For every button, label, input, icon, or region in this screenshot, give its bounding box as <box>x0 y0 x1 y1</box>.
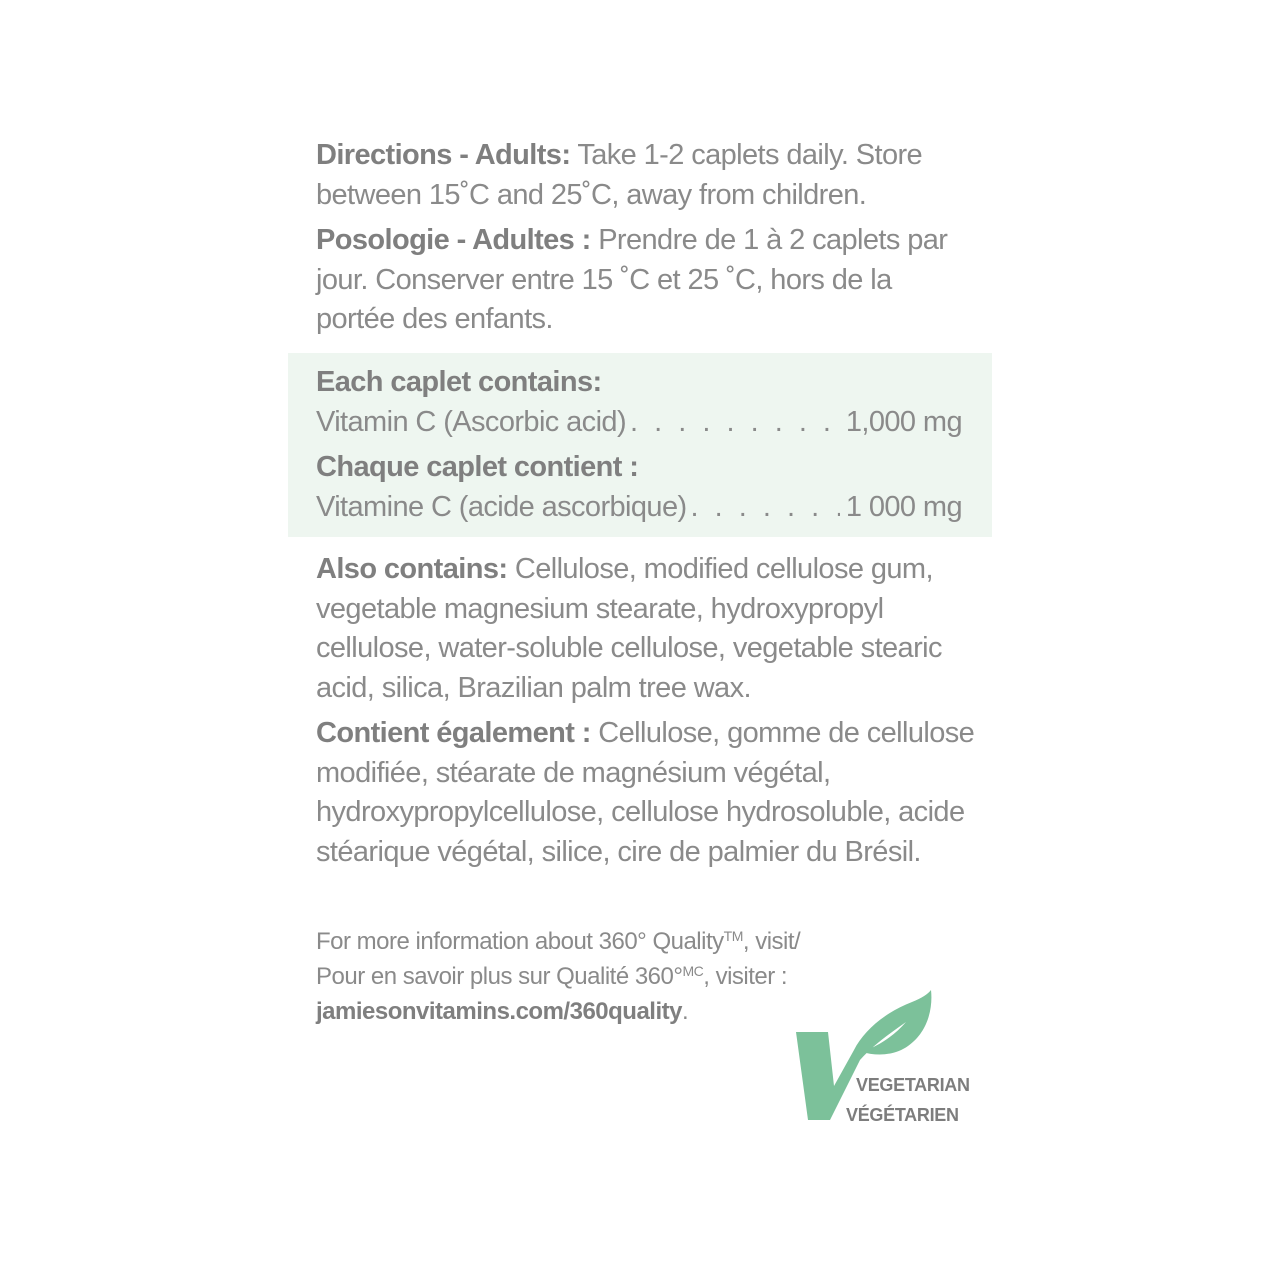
directions-fr-text: Prendre de 1 à 2 caplets par jour. Conserver entre 15 ˚C et 25 ˚C, hors de la portée des enfants. <box>316 224 948 335</box>
contents-fr-item: Vitamine C (acide ascorbique) <box>316 490 687 523</box>
ingredients-box <box>288 353 992 537</box>
trademark-mark: TM <box>723 928 743 944</box>
trademark-mark-fr: MC <box>682 963 704 979</box>
quality-url-line <box>316 994 876 1029</box>
directions-en <box>316 136 976 215</box>
leader-dots <box>630 403 840 443</box>
directions-fr-heading: Posologie - Adultes : <box>316 224 591 256</box>
quality-info <box>316 924 876 1029</box>
quality-line-en-tail: , visit/ <box>742 928 801 955</box>
contents-fr-amount: 1 000 mg <box>845 490 962 523</box>
also-contains-fr <box>316 714 976 872</box>
also-contains-fr-heading: Contient également : <box>316 717 591 749</box>
directions-fr <box>316 221 976 340</box>
also-contains-en-heading: Also contains: <box>316 553 508 585</box>
contents-fr-row <box>316 488 962 528</box>
contents-en-row <box>316 403 962 443</box>
vegetarian-en: VEGETARIAN <box>856 1075 970 1095</box>
contents-fr-heading: Chaque caplet contient : <box>316 451 639 483</box>
also-contains-en-text: Cellulose, modified cellulose gum, vegetable magnesium stearate, hydroxypropyl cellulose, water-soluble cellulose, vegetable stearic acid, silica, Brazilian palm tree wax. <box>316 553 942 704</box>
quality-line-fr-text: Pour en savoir plus sur Qualité 360° <box>316 963 683 990</box>
quality-line-fr <box>316 959 876 994</box>
also-contains-en <box>316 550 976 708</box>
quality-line-en <box>316 924 876 959</box>
vegetarian-label <box>846 1070 970 1130</box>
contents-en-item: Vitamin C (Ascorbic acid) <box>316 405 627 438</box>
vegetarian-fr: VÉGÉTARIEN <box>846 1105 959 1125</box>
vegetarian-badge <box>794 990 974 1125</box>
quality-url-tail: . <box>681 998 689 1025</box>
quality-line-fr-tail: , visiter : <box>703 963 788 990</box>
contents-en-heading: Each caplet contains: <box>316 366 602 398</box>
directions-en-text: Take 1-2 caplets daily. Store between 15˚C and 25˚C, away from children. <box>316 139 923 211</box>
contents-en-amount: 1,000 mg <box>845 405 962 438</box>
quality-line-en-text: For more information about 360° Quality <box>316 928 724 955</box>
leader-dots <box>691 488 840 528</box>
directions-en-heading: Directions - Adults: <box>316 139 571 171</box>
also-contains-fr-text: Cellulose, gomme de cellulose modifiée, stéarate de magnésium végétal, hydroxypropylcellulose, cellulose hydrosoluble, acide stéarique végétal, silice, cire de palmier du Brésil. <box>316 717 975 868</box>
directions-section <box>316 136 976 346</box>
also-contains-section <box>316 550 976 878</box>
quality-url[interactable]: jamiesonvitamins.com/360quality <box>316 998 682 1025</box>
